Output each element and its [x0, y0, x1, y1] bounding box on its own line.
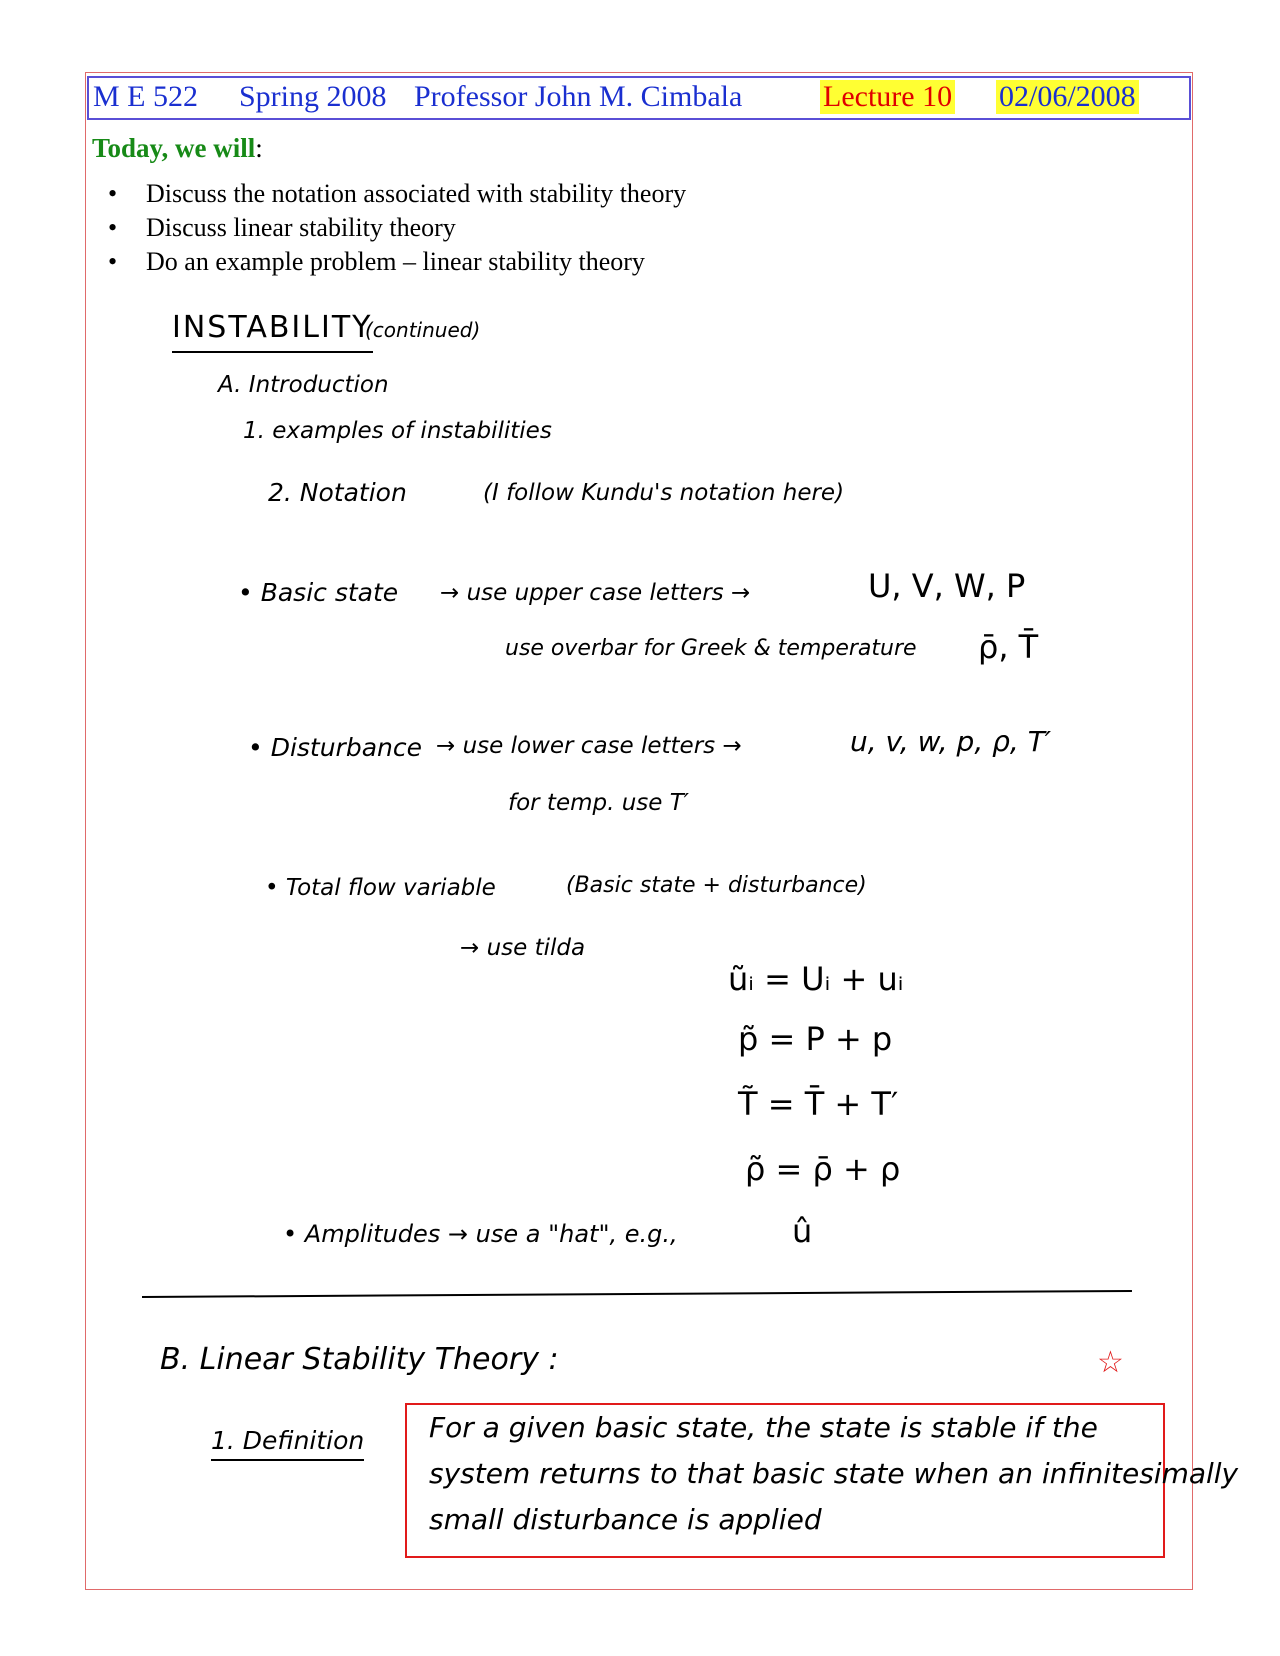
lecture-header: [87, 76, 1191, 120]
bullet-icon: •: [108, 179, 118, 208]
amplitudes-rule: • Amplitudes → use a "hat", e.g.,: [283, 1220, 678, 1248]
equation-p: p̃ = P + p: [738, 1020, 893, 1058]
equation-rho: ρ̃ = ρ̄ + ρ: [745, 1150, 901, 1188]
bullet-icon: •: [108, 213, 118, 242]
list-item: [108, 178, 686, 212]
basic-state-symbols: U, V, W, P: [868, 567, 1026, 605]
list-item: [108, 212, 686, 246]
equation-T: T̃ = T̄ + T′: [738, 1085, 899, 1123]
today-colon: :: [255, 133, 263, 163]
disturbance-label: • Disturbance: [248, 733, 422, 762]
definition-line: For a given basic state, the state is stable if the: [429, 1411, 1098, 1444]
today-heading: [92, 133, 263, 164]
bullet-icon: •: [108, 247, 118, 276]
basic-state-label: • Basic state: [238, 578, 399, 607]
goal-text: Do an example problem – linear stability theory: [146, 247, 645, 276]
total-flow-note: (Basic state + disturbance): [566, 873, 867, 898]
star-icon: ☆: [1097, 1345, 1124, 1380]
definition-label: 1. Definition: [211, 1426, 364, 1461]
definition-box: [405, 1403, 1239, 1558]
total-flow-label: • Total flow variable: [265, 875, 496, 901]
item-notation-label: [268, 478, 407, 507]
section-a-heading: A. Introduction: [218, 372, 389, 398]
definition-line: system returns to that basic state when an infinitesimally: [429, 1457, 1239, 1490]
lecture-date: 02/06/2008: [996, 80, 1139, 114]
list-item: [108, 246, 686, 280]
amplitude-symbol: û: [792, 1212, 813, 1250]
basic-state-rule2: use overbar for Greek & temperature: [505, 636, 917, 661]
disturbance-rule2: for temp. use T′: [508, 790, 690, 816]
notation-label: 2. Notation: [268, 478, 407, 507]
goals-list: [108, 178, 686, 280]
disturbance-symbols: u, v, w, p, ρ, T′: [850, 725, 1052, 758]
basic-state-symbols2: ρ̄, T̄: [978, 628, 1039, 666]
course-number: M E 522: [93, 80, 198, 113]
professor-name: Professor John M. Cimbala: [414, 80, 743, 113]
term: Spring 2008: [239, 80, 387, 113]
goal-text: Discuss linear stability theory: [146, 213, 456, 242]
definition-line: small disturbance is applied: [429, 1503, 822, 1536]
notes-title: INSTABILITY: [172, 310, 373, 353]
goal-text: Discuss the notation associated with stability theory: [146, 179, 687, 208]
section-b-heading: B. Linear Stability Theory :: [160, 1342, 559, 1377]
item-notation-note: (I follow Kundu's notation here): [483, 480, 845, 506]
item-examples: 1. examples of instabilities: [243, 418, 552, 444]
total-flow-rule: → use tilda: [460, 935, 586, 961]
lecture-number: Lecture 10: [820, 80, 955, 114]
disturbance-rule: → use lower case letters →: [436, 733, 742, 759]
notes-title-note: (continued): [365, 318, 481, 342]
equation-u: ũᵢ = Uᵢ + uᵢ: [728, 960, 904, 998]
basic-state-rule: → use upper case letters →: [440, 580, 751, 606]
today-label: Today, we will: [92, 133, 256, 163]
